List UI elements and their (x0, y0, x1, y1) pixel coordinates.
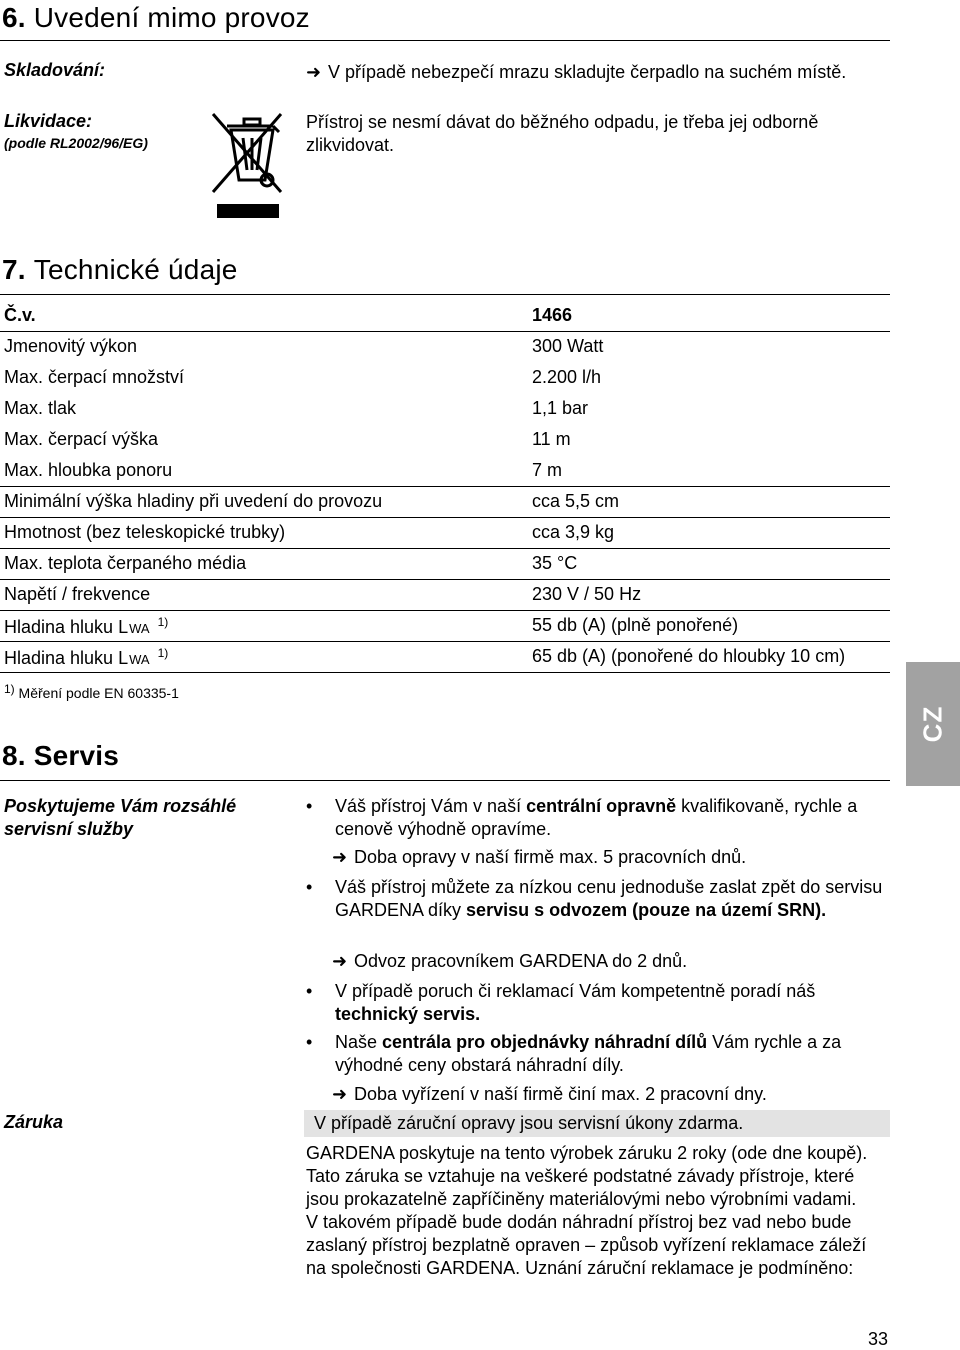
bullet-icon: • (306, 981, 313, 1001)
bullet-icon: • (306, 1032, 313, 1052)
arrow-right-icon: ➜ (306, 62, 322, 82)
section-8-heading (2, 740, 119, 772)
text-run: Vám rychle a za výhodné ceny obstará náhradní díly. (335, 1032, 842, 1075)
spec-value: cca 3,9 kg (532, 522, 615, 542)
noise-label: Hladina hluku L (4, 648, 129, 668)
text-run: Naše (335, 1032, 383, 1052)
spec-value: 1,1 bar (532, 398, 589, 418)
arrow-note-text: Doba vyřízení v naší firmě činí max. 2 pracovní dny. (354, 1084, 767, 1104)
section-title: Uvedení mimo provoz (33, 2, 310, 33)
text-run-bold: technický servis. (335, 1004, 481, 1024)
spec-value: cca 5,5 cm (532, 491, 620, 511)
spec-label: Č.v. (4, 305, 36, 325)
list-item (306, 876, 896, 945)
arrow-note (332, 846, 746, 869)
spec-value: 7 m (532, 460, 563, 480)
list-item-text (335, 980, 895, 1026)
spec-label: Max. teplota čerpaného média (4, 553, 247, 573)
spec-row (0, 362, 890, 393)
text-run: V případě poruch či reklamací Vám kompetentně poradí náš (335, 981, 816, 1001)
spec-value: 35 °C (532, 553, 578, 573)
spec-label: Max. hloubka ponoru (4, 460, 173, 480)
list-item-text (335, 795, 895, 841)
page-number: 33 (868, 1329, 889, 1349)
language-tab-label: CZ (917, 705, 948, 743)
arrow-right-icon: ➜ (332, 1084, 348, 1104)
text-run-bold: centrální opravně (526, 796, 677, 816)
section-7-heading (2, 254, 238, 286)
noise-subscript: WA (129, 652, 150, 667)
spec-label: Max. tlak (4, 398, 77, 418)
footnote-ref: 1) (157, 646, 169, 660)
spec-label: Max. čerpací výška (4, 429, 159, 449)
service-label (4, 795, 236, 841)
spec-row (0, 331, 890, 362)
arrow-right-icon: ➜ (332, 951, 348, 971)
spec-row (0, 393, 890, 424)
section-number: 6. (2, 2, 26, 33)
footnote-text: Měření podle EN 60335-1 (14, 685, 179, 701)
warranty-label: Záruka (4, 1112, 64, 1132)
service-label-line: Poskytujeme Vám rozsáhlé (4, 796, 237, 816)
noise-subscript: WA (129, 621, 150, 636)
noise-label: Hladina hluku L (4, 617, 129, 637)
spec-row-noise (0, 610, 890, 642)
spec-value: 11 m (532, 429, 571, 449)
arrow-note-text: Odvoz pracovníkem GARDENA do 2 dnů. (354, 951, 688, 971)
arrow-note (332, 1083, 767, 1106)
spec-row (0, 579, 890, 611)
spec-row (0, 455, 890, 487)
spec-label (4, 615, 168, 638)
spec-value: 300 Watt (532, 336, 604, 356)
text-run: Váš přístroj můžete za nízkou cenu jednoduše zaslat zpět do servisu GARDENA díky (335, 877, 883, 920)
section-number: 7. (2, 254, 26, 285)
spec-header-row (0, 300, 890, 332)
spec-label: Minimální výška hladiny při uvedení do provozu (4, 491, 383, 511)
storage-text (306, 61, 876, 84)
section-6-heading (2, 2, 310, 34)
crossed-out-wheelie-bin-icon (207, 106, 287, 220)
footnote (4, 682, 179, 701)
spec-value: 2.200 l/h (532, 367, 602, 387)
list-item (306, 795, 896, 841)
spec-value: 230 V / 50 Hz (532, 584, 642, 604)
text-run-bold: centrála pro objednávky náhradní dílů (382, 1032, 708, 1052)
spec-value: 55 db (A) (plně ponořené) (532, 615, 739, 635)
spec-row (0, 517, 890, 549)
warranty-text: GARDENA poskytuje na tento výrobek záruku 2 roky (ode dne koupě). Tato záruka se vztahuje na veškeré podstatné závady přístroje, které jsou prokazatelně zapříčiněny materiálovými nebo výrobními vadami. V takovém případě bude dodán náhradní přístroj bez vad nebo bude zaslaný přístroj bezplatně opraven – způsob vyřízení reklamace záleží na společnosti GARDENA. Uznání záruční reklamace je podmíněno: (306, 1143, 868, 1278)
text-run: Váš přístroj Vám v naší (335, 796, 527, 816)
section-number: 8. (2, 740, 26, 771)
arrow-note (332, 950, 687, 973)
bullet-icon: • (306, 877, 313, 897)
list-item-text (335, 1031, 895, 1077)
spec-label (4, 646, 168, 669)
spec-label: Jmenovitý výkon (4, 336, 138, 356)
list-item (306, 1031, 896, 1077)
bullet-icon: • (306, 796, 313, 816)
disposal-text: Přístroj se nesmí dávat do běžného odpadu, je třeba jej odborně zlikvidovat. (306, 112, 819, 155)
divider (0, 780, 890, 781)
divider (0, 40, 890, 41)
text-run: kvalifikovaně, rychle a cenově výhodně opravíme. (335, 796, 858, 839)
spec-row (0, 548, 890, 580)
section-title: Technické údaje (33, 254, 238, 285)
list-item-text (335, 876, 895, 922)
spec-row (0, 486, 890, 518)
footnote-ref: 1) (157, 615, 169, 629)
storage-text-content: V případě nebezpečí mrazu skladujte čerpadlo na suchém místě. (328, 62, 847, 82)
section-title: Servis (33, 740, 120, 771)
arrow-note-text: Doba opravy v naší firmě max. 5 pracovních dnů. (354, 847, 747, 867)
list-item (306, 980, 896, 1026)
spec-label: Napětí / frekvence (4, 584, 151, 604)
storage-label: Skladování: (4, 60, 106, 80)
spec-value: 65 db (A) (ponořené do hloubky 10 cm) (532, 646, 846, 666)
spec-value: 1466 (532, 305, 573, 325)
disposal-sublabel: (podle RL2002/96/EG) (4, 135, 148, 151)
divider (0, 294, 890, 295)
warranty-highlight: V případě záruční opravy jsou servisní úkony zdarma. (314, 1113, 744, 1133)
arrow-right-icon: ➜ (332, 847, 348, 867)
spec-label: Hmotnost (bez teleskopické trubky) (4, 522, 286, 542)
spec-row-noise (0, 641, 890, 673)
text-run-bold: servisu s odvozem (pouze na území SRN). (466, 900, 827, 920)
spec-row (0, 424, 890, 455)
disposal-label: Likvidace: (4, 111, 93, 131)
language-tab (906, 662, 960, 786)
spec-label: Max. čerpací množství (4, 367, 185, 387)
service-label-line: servisní služby (4, 819, 134, 839)
footnote-mark: 1) (4, 682, 15, 696)
